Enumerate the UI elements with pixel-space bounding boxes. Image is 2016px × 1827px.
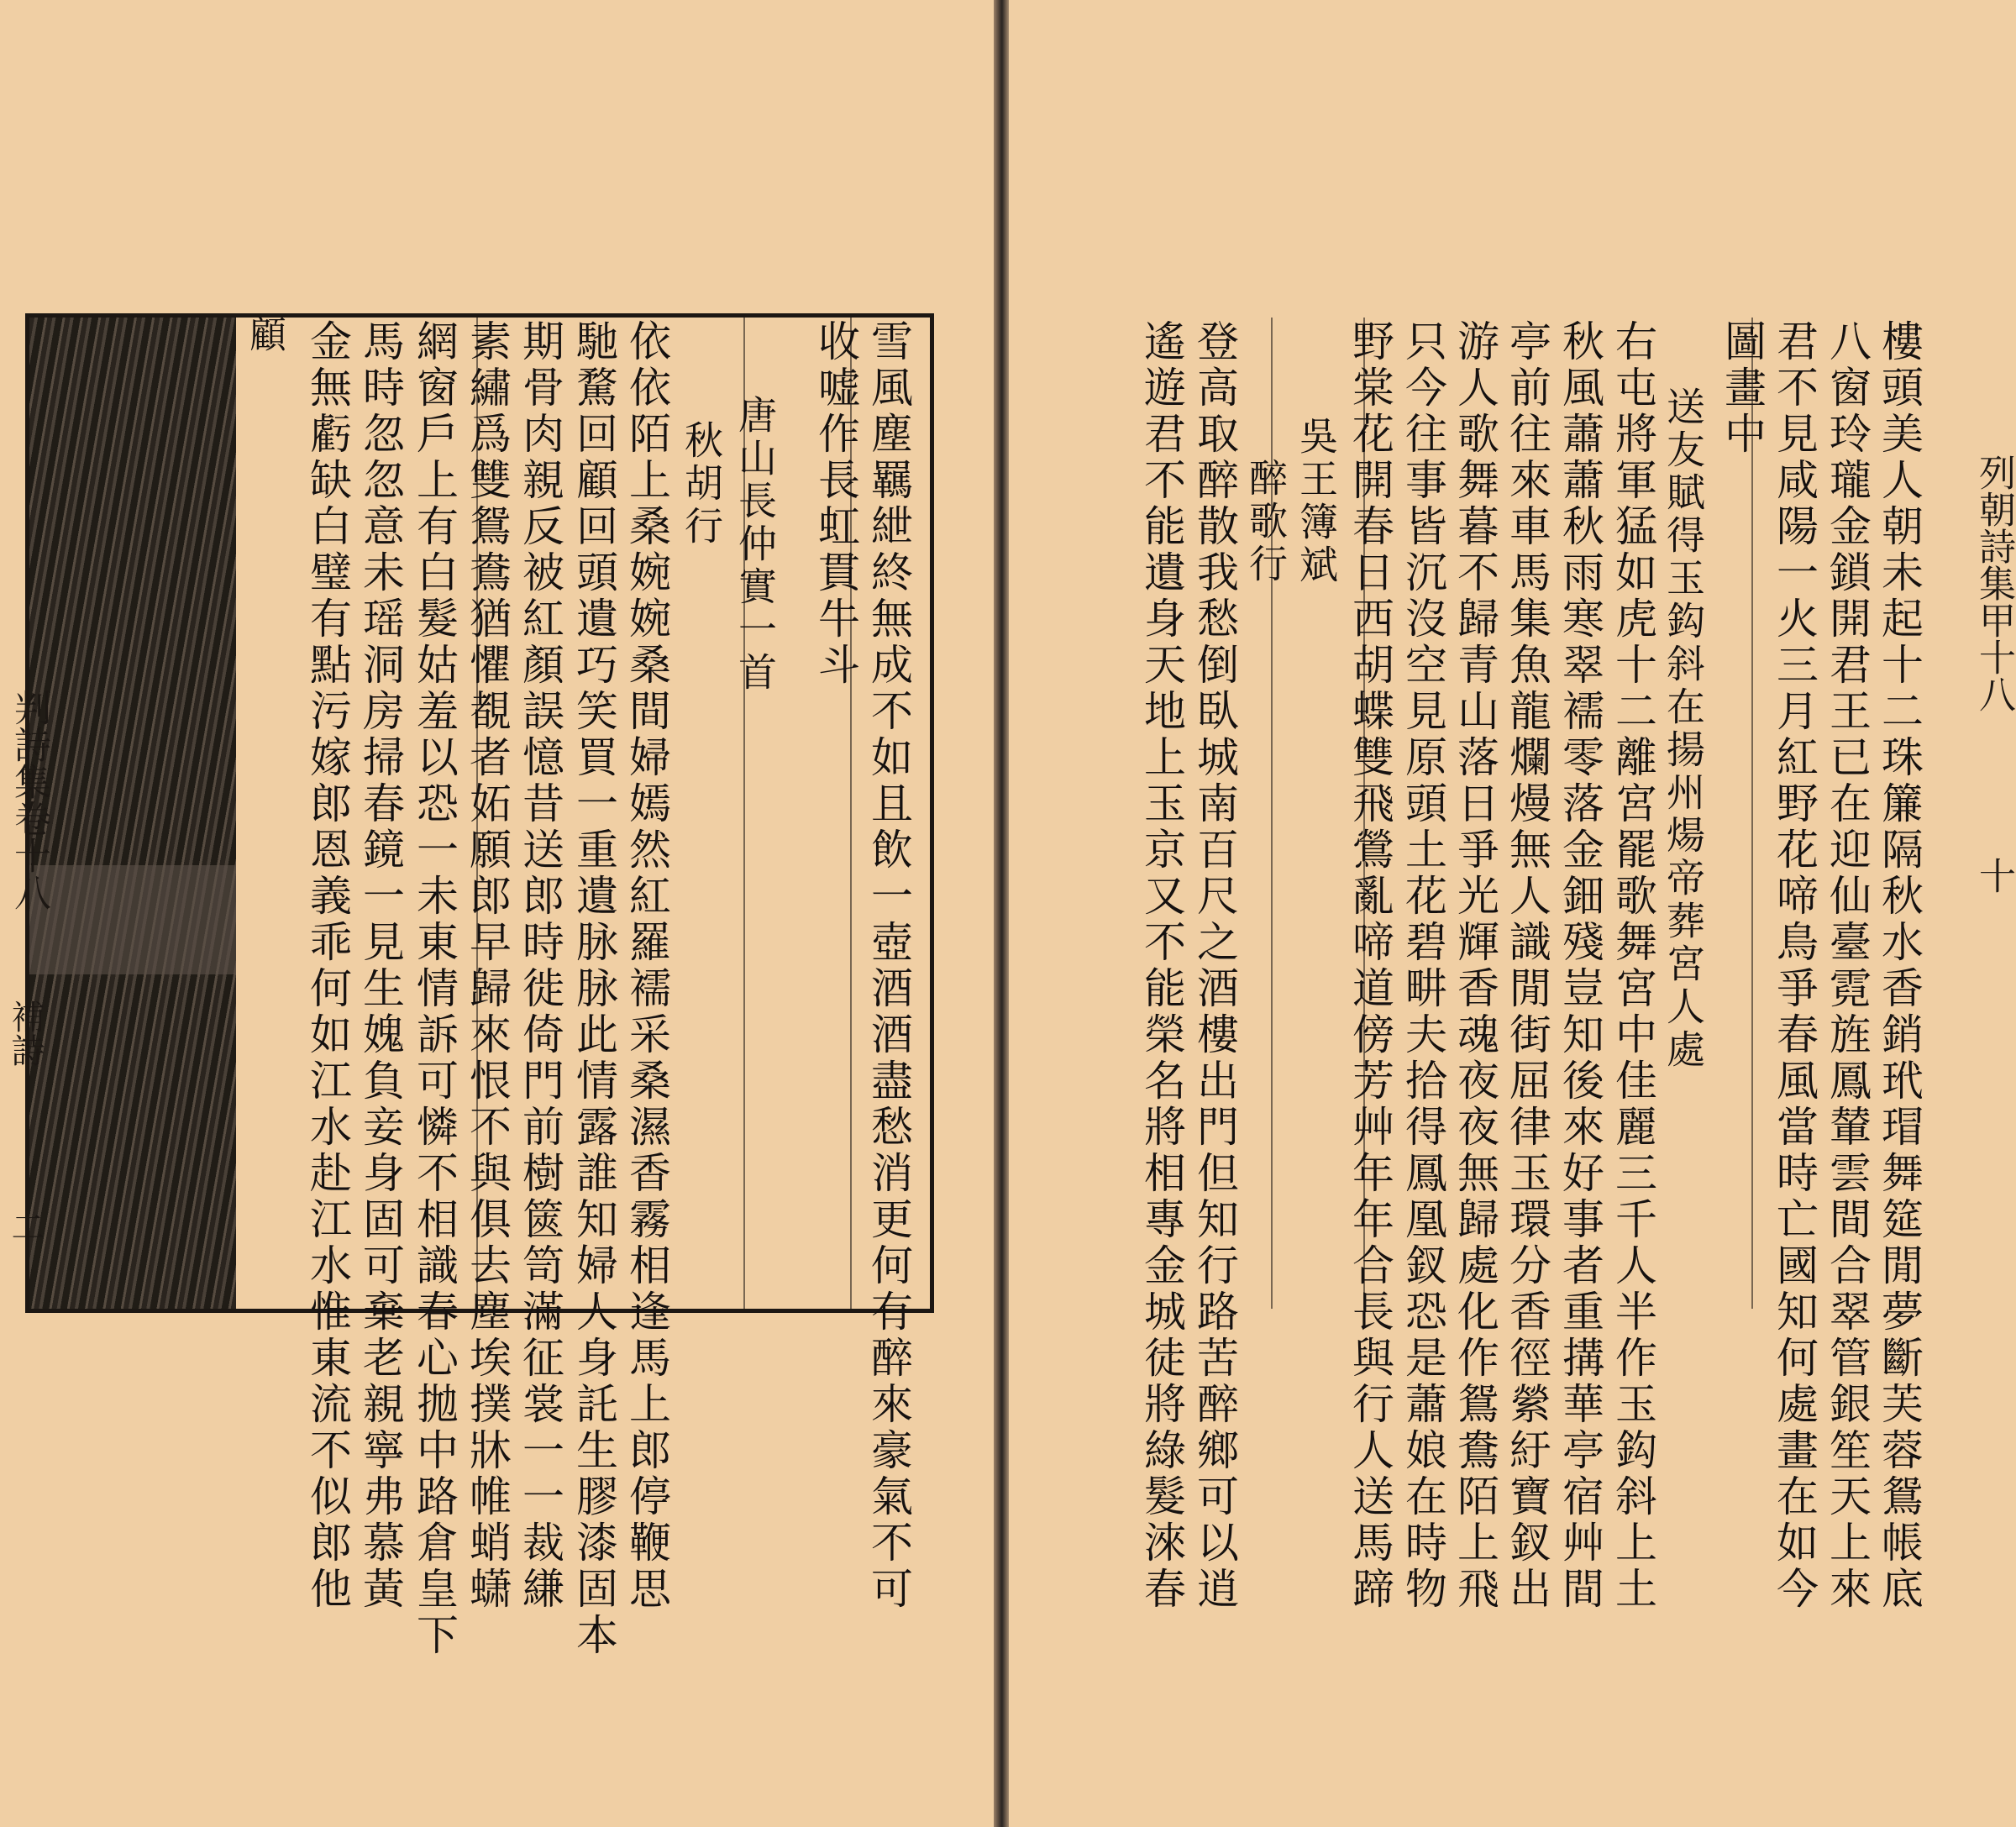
text-column: 遙遊君不能遺身天地上玉京又不能榮名將相專金城徒將綠髮淶春 [1137, 319, 1186, 1613]
poem-title: 醉歌行 [1243, 458, 1289, 586]
text-column: 只今往事皆沉沒空見原頭土花碧畊夫拾得鳳凰釵恐是蕭娘在時物 [1399, 319, 1447, 1613]
book-gutter [994, 0, 1009, 1827]
text-column: 期骨肉親反被紅顏誤憶昔送郎時徙倚門前樹篋笥滿征裳一一裁縑 [516, 319, 564, 1613]
text-column: 收嘘作長虹貫牛斗 [811, 319, 860, 689]
text-column: 馳騖回顧回頭遺巧笑買一重遺脉脉此情露誰知婦人身託生膠漆固本 [570, 319, 618, 1659]
text-column: 馬時忽忽意未瑶洞房掃春鏡一見生媿負妾身固可棄老親寧弗慕黃 [356, 319, 405, 1613]
text-column: 雪風塵羈紲終無成不如且飲一壺酒酒盡愁消更何有醉來豪氣不可 [864, 319, 913, 1613]
right-margin-title: 列朝詩集甲十八 [1972, 454, 2015, 712]
text-column: 金無虧缺白璧有點污嫁郎恩義乖何如江水赴江水惟東流不似郎他 [303, 319, 352, 1613]
author-heading: 吳王簿斌 [1294, 416, 1339, 587]
ink-rubbing-band [29, 865, 236, 974]
text-column: 依依陌上桑婉婉桑間婦嫣然紅羅襦采桑濕香霧相逢馬上郎停鞭思 [622, 319, 671, 1613]
text-column: 游人歌舞暮不歸青山落日爭光輝香魂夜夜無歸處化作鴛鴦陌上飛 [1451, 319, 1499, 1613]
text-column: 樓頭美人朝未起十二珠簾隔秋水香銷玳瑁舞筵閒夢斷芙蓉鴛帳底 [1875, 319, 1924, 1613]
author-heading: 唐山長仲實一首 [732, 395, 778, 695]
poem-title: 秋胡行 [679, 420, 724, 549]
right-page [1009, 0, 2016, 1827]
left-page [0, 0, 994, 1827]
text-column: 圖畫中 [1718, 319, 1767, 458]
text-column: 亭前往來車馬集魚龍爛熳無人識閒街屈律玉環分香徑縈紆寶釵出 [1503, 319, 1551, 1613]
text-column: 登高取醉散我愁倒臥城南百尺之酒樓出門但知行路苦醉鄉可以逍 [1190, 319, 1239, 1613]
ink-rubbing-area [29, 318, 236, 1309]
right-margin-page: 十 [1972, 857, 2015, 894]
text-column: 君不見咸陽一火三月紅野花啼鳥爭春風當時亡國知何處畫在如今 [1770, 319, 1819, 1613]
text-column: 秋風蕭蕭秋雨寒翠襦零落金鈿殘豈知後來好事者重搆華亭宿艸間 [1556, 319, 1604, 1613]
text-column: 右屯將軍猛如虎十二離宮罷歌舞宮中佳麗三千人半作玉鈎斜上土 [1609, 319, 1657, 1613]
text-column: 八窗玲瓏金鎖開君王已在迎仙臺霓旌鳳輦雲間合翠管銀笙天上來 [1823, 319, 1872, 1613]
left-margin-page: 二 [6, 1210, 45, 1243]
text-column: 網窗戶上有白髮姑羞以恐一未東情訴可憐不相識春心拋中路倉皇下 [410, 319, 459, 1659]
text-column: 野棠花開春日西胡蝶雙飛鶯亂啼道傍芳艸年年合長與行人送馬蹄 [1346, 319, 1394, 1613]
left-margin-title: 判詩集卷十八 [8, 689, 50, 911]
text-column: 顧 [243, 315, 286, 356]
left-margin-label: 補詩 [6, 1000, 45, 1067]
poem-title: 送友賦得玉鈎斜在揚州煬帝葬宮人處 [1661, 386, 1706, 1072]
text-column: 素繡爲雙鴛鴦猶懼覩者妬願郎早歸來恨不與俱去塵埃撲牀帷蛸蟏 [463, 319, 512, 1613]
